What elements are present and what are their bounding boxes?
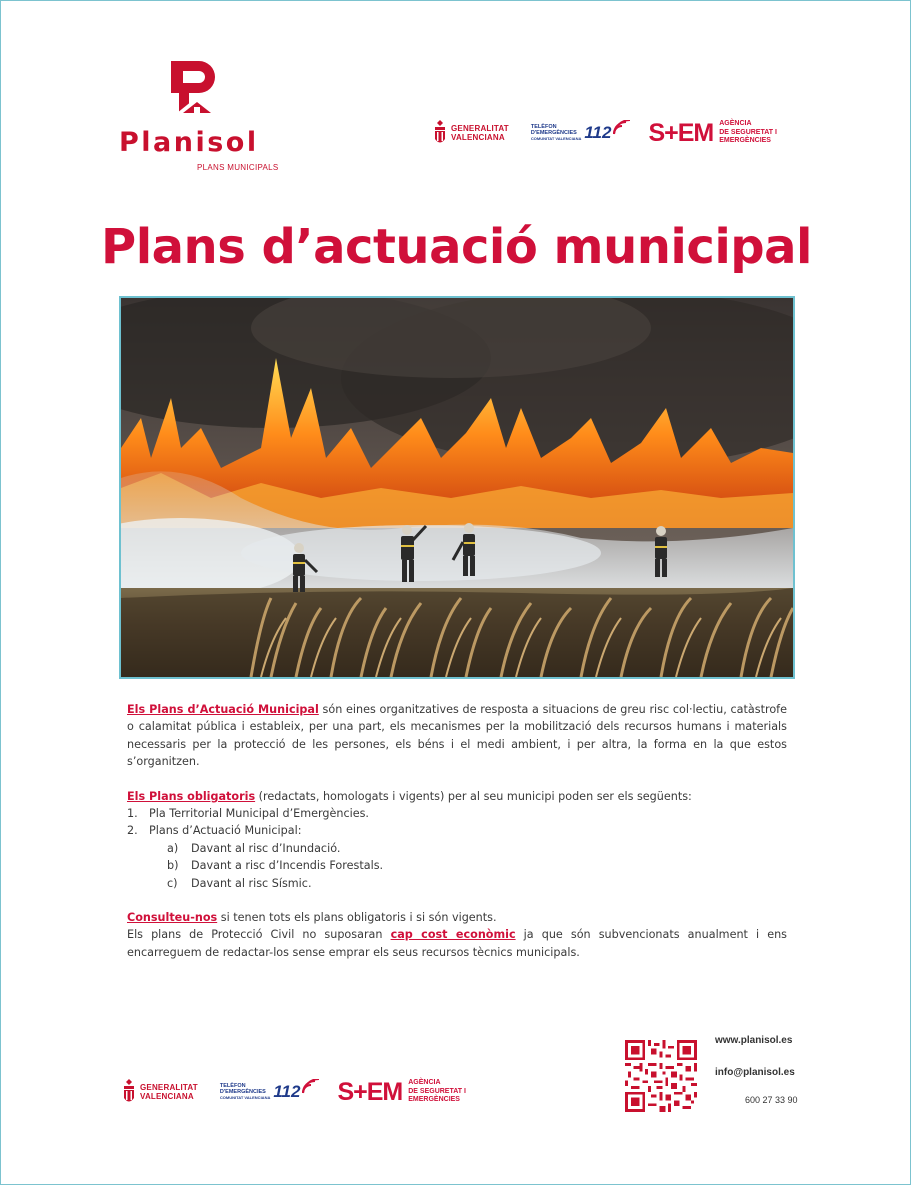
sem-line1: AGÈNCIA [408,1079,441,1087]
brand-subtitle: PLANS MUNICIPALS [197,163,279,172]
consult-section [127,909,787,961]
list-item: a) Davant al risc d’Inundació. [167,841,341,855]
page-title: Plans d’actuació municipal [101,219,812,275]
list-item: c) Davant al risc Sísmic. [167,876,312,890]
telefon-112-logo [220,1082,322,1102]
signal-waves-icon [301,1079,321,1097]
phone-number[interactable]: 600 27 33 90 [745,1095,798,1105]
intro-highlight: Els Plans d’Actuació Municipal [127,703,319,716]
t112-line1: TELÈFON [530,124,557,130]
obligatory-sublist [145,840,787,892]
sem-line1: AGÈNCIA [719,120,752,128]
gv-line1: GENERALITAT [451,124,509,133]
sem-line3: EMERGÈNCIES [719,137,771,145]
obligatory-list [127,805,787,840]
list-item: 2. Plans d’Actuació Municipal: [127,824,302,838]
t112-number: 112 [584,123,612,142]
consult-highlight[interactable]: Consulteu-nos [127,911,218,925]
obligatory-text: (redactats, homologats i vigents) per al seu municipi poden ser els següents: [255,789,692,803]
brand-name: Planisol [119,127,259,158]
sem-logo-text: S+EM [648,118,714,147]
sem-logo [337,1078,465,1107]
cost-highlight: cap cost econòmic [390,928,516,942]
partner-logos-bottom [122,1074,466,1110]
obligatory-section [127,788,787,892]
sem-line3: EMERGÈNCIES [408,1096,460,1104]
telefon-112-logo [531,123,633,143]
planisol-house-icon [167,57,227,117]
generalitat-shield-icon [433,119,447,147]
sem-line2: DE SEGURETAT I [719,128,777,136]
sem-logo-text: S+EM [337,1077,403,1106]
intro-paragraph [127,701,787,771]
generalitat-logo [122,1078,198,1106]
gv-line2: VALENCIANA [140,1092,194,1101]
t112-line3: COMUNITAT VALENCIANA [219,1095,271,1100]
wildfire-photo [119,296,795,679]
gv-line2: VALENCIANA [451,133,505,142]
sem-line2: DE SEGURETAT I [408,1087,466,1095]
obligatory-highlight: Els Plans obligatoris [127,789,256,803]
t112-line2: D'EMERGÈNCIES [219,1089,266,1095]
consult-text: si tenen tots els plans obligatoris i si són vigents. [217,911,497,925]
intro-text: són eines organitzatives de resposta a situacions de greu risc col·lectiu, catàstrofe o calamitat pública i estableix, per una part, els mecanismes per la mobilització dels recursos humans i materials necessaris per la protecció de les persones, els béns i el medi ambient, i per altra, la forma en la que estos s’organitzen. [127,703,787,769]
planisol-logo[interactable] [119,53,279,178]
signal-waves-icon [612,120,632,138]
generalitat-logo [433,119,509,147]
generalitat-shield-icon [122,1078,136,1106]
partner-logos-top [433,113,777,153]
gv-line1: GENERALITAT [140,1083,198,1092]
content-body [127,701,787,978]
qr-code-icon[interactable] [625,1040,697,1112]
t112-number: 112 [273,1082,301,1101]
t112-line2: D'EMERGÈNCIES [530,130,577,136]
email-link[interactable]: info@planisol.es [715,1067,795,1078]
sem-logo [648,119,776,148]
cost-text-before: Els plans de Protecció Civil no suposaran [127,928,391,942]
list-item: 1. Pla Territorial Municipal d’Emergències. [127,807,369,821]
t112-line3: COMUNITAT VALENCIANA [530,136,582,141]
t112-line1: TELÈFON [219,1083,246,1089]
cost-text-after: ja que són subvencionats anualment i ens encarreguem de redactar-los sense emprar els seus recursos tècnics municipals. [127,928,787,959]
website-link[interactable]: www.planisol.es [715,1035,793,1046]
list-item: b) Davant a risc d’Incendis Forestals. [167,859,384,873]
